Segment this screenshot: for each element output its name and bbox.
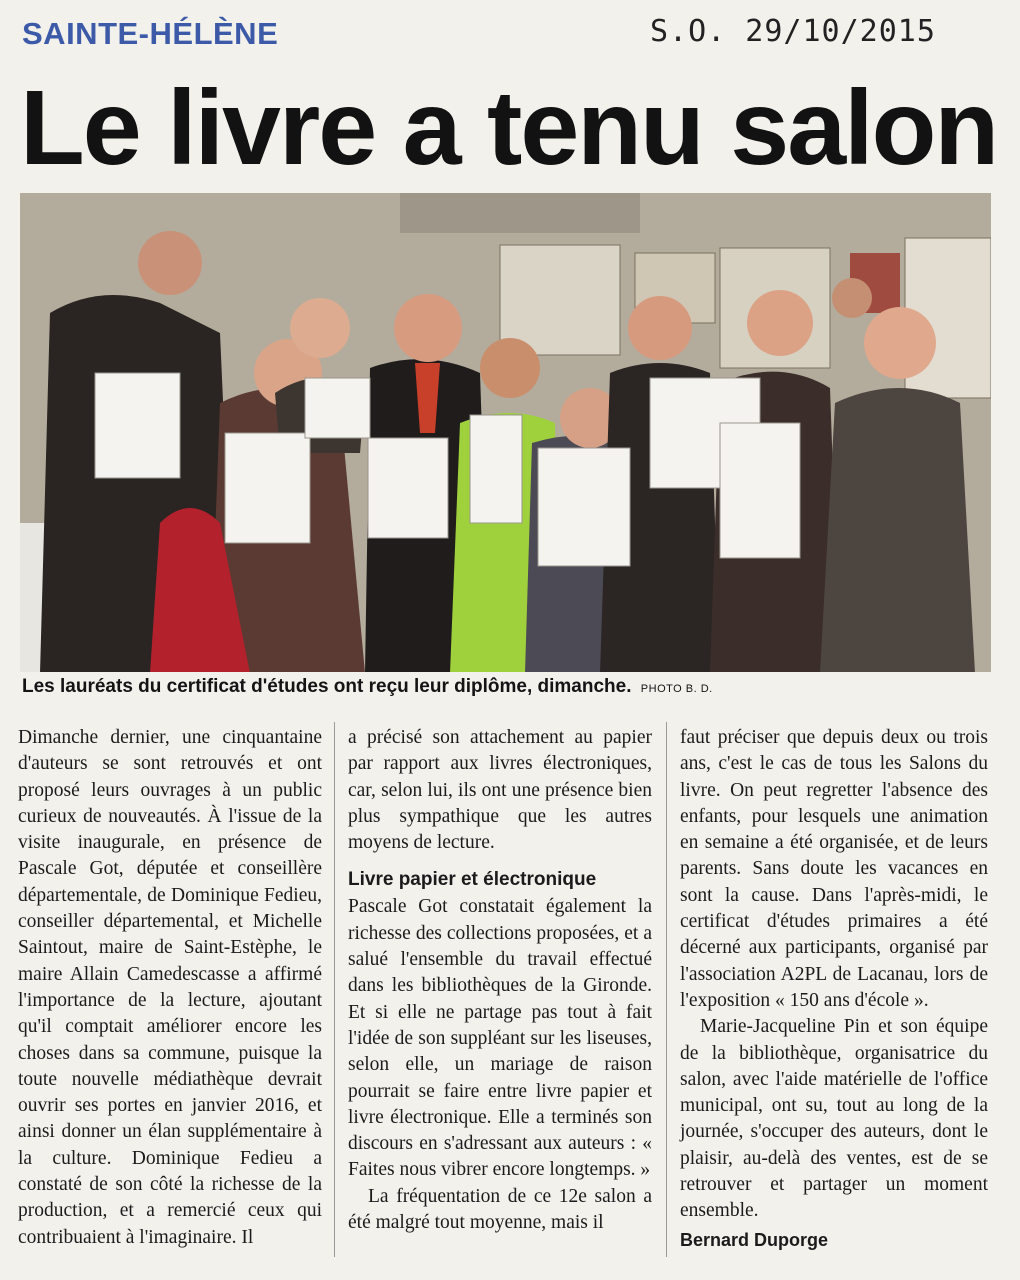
- subheading: Livre papier et électronique: [348, 869, 597, 891]
- paragraph: La fréquentation de ce 12e salon a été malgré tout moyenne, mais il: [348, 1185, 652, 1234]
- headline: Le livre a tenu salon: [20, 69, 998, 187]
- column-divider: [334, 722, 335, 1257]
- article-photo: [20, 193, 991, 672]
- handwritten-date-stamp: S.O. 29/10/2015: [650, 14, 936, 49]
- byline: Bernard Duporge: [680, 1229, 829, 1250]
- caption-text: Les lauréats du certificat d'études ont reçu leur diplôme, dimanche.: [22, 676, 632, 697]
- section-kicker: SAINTE-HÉLÈNE: [22, 16, 279, 51]
- photo-caption: [22, 676, 992, 698]
- column-divider: [666, 722, 667, 1257]
- article-column-1: [18, 725, 322, 1251]
- group-photo-illustration: [20, 193, 991, 672]
- article-column-3: [680, 725, 988, 1253]
- paragraph: Dimanche dernier, une cinquantaine d'auteurs se sont retrouvés et ont proposé leurs ouvrages à un public curieux de nouveautés. À l'issue de la visite inaugurale, en présence de Pascale Got, députée et conseillère départementale, de Dominique Fedieu, conseiller départemental, et Michelle Saintout, maire de Saint-Estèphe, le maire Allain Camedescasse a affirmé l'importance de la lecture, ajoutant qu'il comptait améliorer encore les choses dans sa commune, puisque la toute nouvelle médiathèque devrait ouvrir ses portes en janvier 2016, et ainsi donner un élan supplémentaire à la culture. Dominique Fedieu a constaté de son côté la richesse de la production, et a remercié ceux qui contribuaient à l'imaginaire. Il: [18, 727, 322, 1248]
- photo-credit: PHOTO B. D.: [640, 683, 713, 695]
- paragraph: Pascale Got constatait également la richesse des collections proposées, et a salué l'ensemble du travail effectué dans les bibliothèques de la Gironde. Et si elle ne partage pas tout à fait l'idée de son suppléant sur les liseuses, selon elle, un mariage de raison pourrait se faire entre livre papier et livre électronique. Elle a terminés son discours en s'adressant aux auteurs : « Faites nous vibrer encore longtemps. »: [348, 896, 652, 1181]
- article-column-2: [348, 725, 652, 1236]
- paragraph: Marie-Jacqueline Pin et son équipe de la bibliothèque, organisatrice du salon, avec l'aide matérielle de l'office municipal, ont su, tout au long de la journée, s'occuper des auteurs, dont le plaisir, au-delà des ventes, est de se retrouver et partager un moment ensemble.: [680, 1016, 988, 1222]
- paragraph: faut préciser que depuis deux ou trois ans, c'est le cas de tous les Salons du livre. On peut regretter l'absence des enfants, pour lesquels une animation en semaine a été organisée, et de leurs parents. Sans doute les vacances en sont la cause. Dans l'après-midi, le certificat d'études primaires a été décerné aux participants, organisé par l'association A2PL de Lacanau, lors de l'exposition « 150 ans d'école ».: [680, 727, 988, 1011]
- paragraph: a précisé son attachement au papier par rapport aux livres électroniques, car, selon lui, ils ont une présence bien plus sympathique que les autres moyens de lecture.: [348, 727, 652, 854]
